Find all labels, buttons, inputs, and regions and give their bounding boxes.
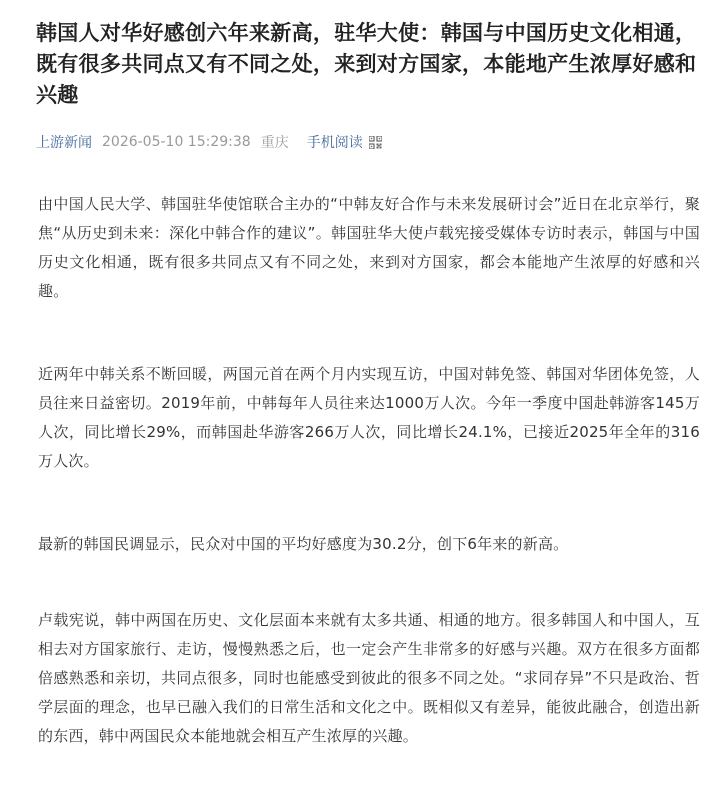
qr-code-icon-graphic (369, 136, 382, 149)
qr-code-icon[interactable] (369, 136, 382, 149)
article-title: 韩国人对华好感创六年来新高，驻华大使：韩国与中国历史文化相通，既有很多共同点又有不同之处，来到对方国家，本能地产生浓厚好感和兴趣 (36, 21, 697, 107)
article-paragraph: 最新的韩国民调显示，民众对中国的平均好感度为30.2分，创下6年来的新高。 (38, 535, 569, 553)
article-meta (36, 132, 382, 152)
source-link[interactable]: 上游新闻 (36, 135, 92, 151)
location-label: 重庆 (260, 135, 289, 151)
article-paragraph: 卢载宪说，韩中两国在历史、文化层面本来就有太多共通、相通的地方。很多韩国人和中国人，互相去对方国家旅行、走访，慢慢熟悉之后，也一定会产生非常多的好感与兴趣。双方在很多方面都倍感熟悉和亲切，共同点很多，同时也能感受到彼此的很多不同之处。“求同存异”不只是政治、哲学层面的理念，也早已融入我们的日常生活和文化之中。既相似又有差异，能彼此融合，创造出新的东西，韩中两国民众本能地就会相互产生浓厚的兴趣。 (38, 611, 700, 745)
article-paragraph: 由中国人民大学、韩国驻华使馆联合主办的“中韩友好合作与未来发展研讨会”近日在北京举行，聚焦“从历史到未来：深化中韩合作的建议”。韩国驻华大使卢载宪接受媒体专访时表示，韩国与中国历史文化相通，既有很多共同点又有不同之处，来到对方国家，都会本能地产生浓厚的好感和兴趣。 (38, 195, 700, 300)
publish-time: 2026-05-10 15:29:38 (102, 134, 251, 150)
mobile-read-link[interactable]: 手机阅读 (306, 135, 363, 151)
article-paragraph: 近两年中韩关系不断回暖，两国元首在两个月内实现互访，中国对韩免签、韩国对华团体免签，人员往来日益密切。2019年前，中韩每年人员往来达1000万人次。今年一季度中国赴韩游客145万人次，同比增长29%，而韩国赴华游客266万人次，同比增长24.1%，已接近2025年全年的316万人次。 (38, 365, 700, 470)
